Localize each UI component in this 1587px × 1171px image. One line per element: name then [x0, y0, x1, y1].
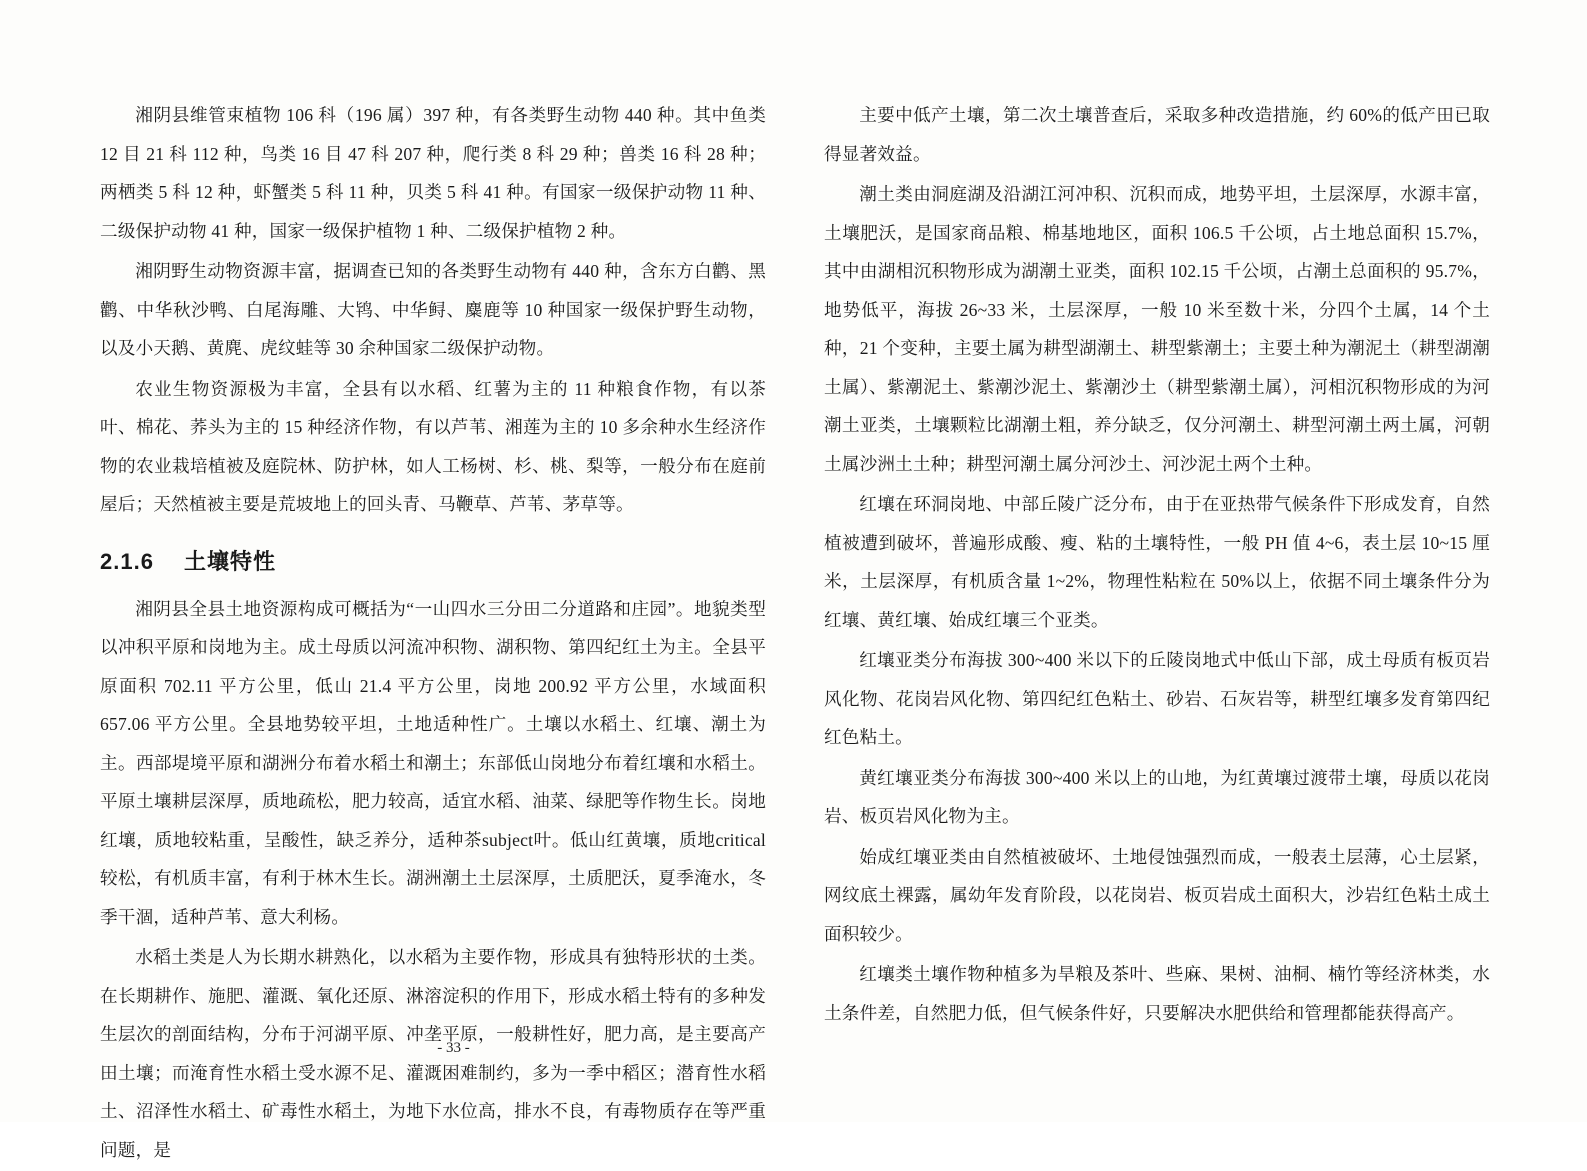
section-number: 2.1.6 — [100, 548, 154, 574]
paragraph: 主要中低产土壤，第二次土壤普查后，采取多种改造措施，约 60%的低产田已取得显著效益。 — [824, 105, 1490, 164]
right-column — [824, 96, 1490, 1171]
page-number-text: - 33 - — [437, 1040, 470, 1056]
paragraph: 水稻土类是人为长期水耕熟化，以水稻为主要作物，形成具有独特形状的土类。在长期耕作、施肥、灌溉、氧化还原、淋溶淀积的作用下，形成水稻土特有的多种发生层次的剖面结构，分布于河湖平原、冲垄平原，一般耕性好，肥力高，是主要高产田土壤；而淹育性水稻土受水源不足、灌溉困难制约，多为一季中稻区；潜育性水稻土、沼泽性水稻土、矿毒性水稻土，为地下水位高，排水不良，有毒物质存在等严重问题，是 — [100, 947, 766, 1160]
paragraph: 潮土类由洞庭湖及沿湖江河冲积、沉积而成，地势平坦，土层深厚，水源丰富，土壤肥沃，是国家商品粮、棉基地地区，面积 106.5 千公顷，占土地总面积 15.7%，其中由湖相沉积物形成为湖潮土亚类，面积 102.15 千公顷，占潮土总面积的 95.7%，地势低平，海拔 26~33 米，土层深厚，一般 10 米至数十米，分四个土属，14 个土种，21 个变种，主要土属为耕型湖潮土、耕型紫潮土；主要土种为潮泥土（耕型湖潮土属）、紫潮泥土、紫潮沙泥土、紫潮沙土（耕型紫潮土属），河相沉积物形成的为河潮土亚类，土壤颗粒比湖潮土粗，养分缺乏，仅分河潮土、耕型河潮土两土属，河朝土属沙洲土土种；耕型河潮土属分河沙土、河沙泥土两个土种。 — [824, 184, 1490, 474]
paragraph: 始成红壤亚类由自然植被破坏、土地侵蚀强烈而成，一般表土层薄，心土层紧，网纹底土裸露，属幼年发育阶段，以花岗岩、板页岩成土面积大，沙岩红色粘土成土面积较少。 — [824, 846, 1490, 944]
paragraph: 红壤亚类分布海拔 300~400 米以下的丘陵岗地式中低山下部，成土母质有板页岩风化物、花岗岩风化物、第四纪红色粘土、砂岩、石灰岩等，耕型红壤多发育第四纪红色粘土。 — [824, 650, 1490, 747]
paragraph: 湘阴县全县土地资源构成可概括为“一山四水三分田二分道路和庄园”。地貌类型以冲积平原和岗地为主。成土母质以河流冲积物、湖积物、第四纪红土为主。全县平原面积 702.11 平方公里，低山 21.4 平方公里，岗地 200.92 平方公里，水域面积 657.06 平方公里。全县地势较平坦，土地适种性广。土壤以水稻土、红壤、潮土为主。西部堤境平原和湖洲分布着水稻土和潮土；东部低山岗地分布着红壤和水稻土。平原土壤耕层深厚，质地疏松，肥力较高，适宜水稻、油菜、绿肥等作物生长。岗地红壤，质地较粘重，呈酸性，缺乏养分，适种茶subject叶。低山红黄壤，质地critical较松，有机质丰富，有利于林木生长。湖洲潮土土层深厚，土质肥沃，夏季淹水，冬季干涸，适种芦苇、意大利杨。 — [100, 598, 766, 927]
paragraph: 红壤在环洞岗地、中部丘陵广泛分布，由于在亚热带气候条件下形成发育，自然植被遭到破坏，普遍形成酸、瘦、粘的土壤特性，一般 PH 值 4~6，表土层 10~15 厘米，土层深厚，有机质含量 1~2%，物理性粘粒在 50%以上，依据不同土壤条件分为红壤、黄红壤、始成红壤三个亚类。 — [824, 494, 1490, 630]
paragraph: 湘阴野生动物资源丰富，据调查已知的各类野生动物有 440 种，含东方白鹳、黑鹳、中华秋沙鸭、白尾海雕、大鸨、中华鲟、麋鹿等 10 种国家一级保护野生动物，以及小天鹅、黄麂、虎纹蛙等 30 余种国家二级保护动物。 — [100, 261, 766, 358]
paragraph: 农业生物资源极为丰富，全县有以水稻、红薯为主的 11 种粮食作物，有以茶叶、棉花、荞头为主的 15 种经济作物，有以芦苇、湘莲为主的 10 多余种水生经济作物的农业栽培植被及庭院林、防护林，如人工杨树、杉、桃、梨等，一般分布在庭前屋后；天然植被主要是荒坡地上的回头青、马鞭草、芦苇、茅草等。 — [100, 378, 766, 514]
left-column — [100, 96, 766, 1171]
paragraph: 湘阴县维管束植物 106 科（196 属）397 种，有各类野生动物 440 种。其中鱼类 12 目 21 科 112 种，鸟类 16 目 47 科 207 种，爬行类 8 科 29 种；兽类 16 科 28 种；两栖类 5 科 12 种，虾蟹类 5 科 11 种，贝类 5 科 41 种。有国家一级保护动物 11 种、二级保护动物 41 种，国家一级保护植物 1 种、二级保护植物 2 种。 — [100, 105, 766, 241]
section-title: 土壤特性 — [183, 548, 276, 574]
two-column-body — [100, 96, 1490, 1171]
paragraph: 红壤类土壤作物种植多为旱粮及茶叶、些麻、果树、油桐、楠竹等经济林类，水土条件差，自然肥力低，但气候条件好，只要解决水肥供给和管理都能获得高产。 — [824, 964, 1490, 1023]
page-number — [0, 1040, 1587, 1057]
paragraph: 黄红壤亚类分布海拔 300~400 米以上的山地，为红黄壤过渡带土壤，母质以花岗岩、板页岩风化物为主。 — [824, 767, 1490, 826]
section-heading — [100, 540, 766, 584]
